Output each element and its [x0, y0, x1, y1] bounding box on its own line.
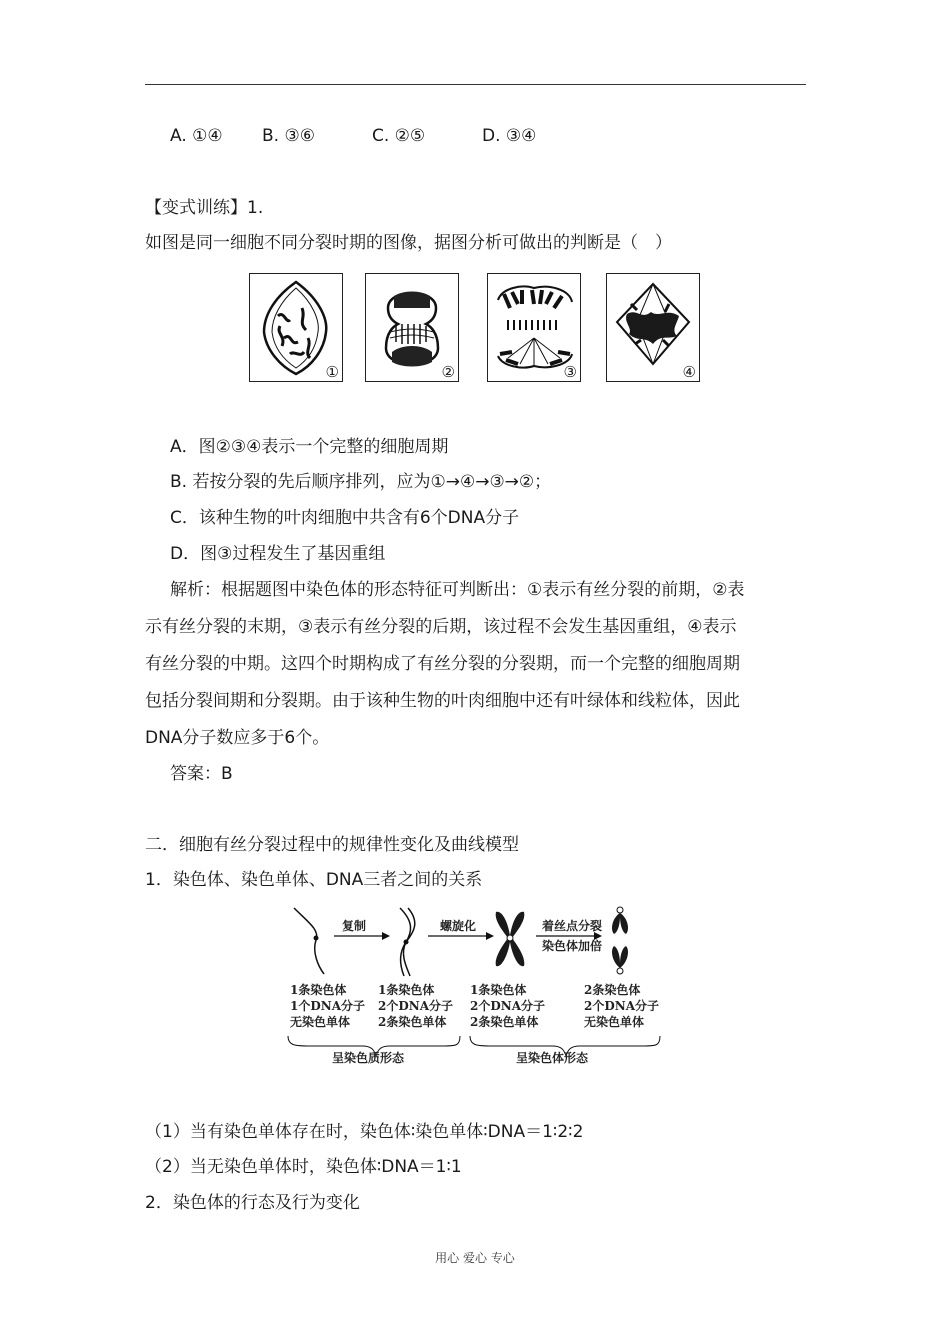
option-c: C. ②⑤ — [372, 126, 426, 146]
arrow-label-replicate: 复制 — [342, 919, 367, 933]
section2-title: 二．细胞有丝分裂过程中的规律性变化及曲线模型 — [145, 835, 519, 855]
analysis-line-1: 解析：根据题图中染色体的形态特征可判断出：①表示有丝分裂的前期，②表 — [170, 580, 745, 600]
col4-line2: 2个DNA分子 — [584, 999, 660, 1013]
exercise-heading: 【变式训练】1. — [145, 198, 264, 218]
analysis-line-5: DNA分子数应多于6个。 — [145, 728, 330, 748]
analysis-line-2: 示有丝分裂的末期，③表示有丝分裂的后期，该过程不会发生基因重组，④表示 — [145, 617, 737, 637]
cell-figure-2 — [365, 273, 459, 382]
arrow-label-double: 染色体加倍 — [542, 939, 603, 953]
item2-title: 2．染色体的行态及行为变化 — [145, 1193, 360, 1213]
col2-line3: 2条染色单体 — [378, 1015, 447, 1029]
ratio-line-1: （1）当有染色单体存在时，染色体∶染色单体∶DNA＝1∶2∶2 — [145, 1122, 584, 1142]
analysis-line-3: 有丝分裂的中期。这四个时期构成了有丝分裂的分裂期，而一个完整的细胞周期 — [145, 654, 740, 674]
col1-line2: 1个DNA分子 — [290, 999, 366, 1013]
arrow-label-split: 着丝点分裂 — [542, 919, 603, 933]
brace-label-chromatin: 呈染色质形态 — [332, 1051, 405, 1065]
col3-line1: 1条染色体 — [470, 983, 527, 997]
option-a: A. ①④ — [170, 126, 223, 146]
arrow-label-spiral: 螺旋化 — [440, 919, 477, 933]
figure-label-1: ① — [325, 363, 339, 381]
cell-figure-4 — [606, 273, 700, 382]
brace-label-chromosome: 呈染色体形态 — [516, 1051, 589, 1065]
option-d: D. ③④ — [482, 126, 537, 146]
col2-line1: 1条染色体 — [378, 983, 435, 997]
figure-label-3: ③ — [563, 363, 577, 381]
choice-d: D．图③过程发生了基因重组 — [170, 544, 386, 564]
answer: 答案：B — [170, 764, 233, 784]
figure-label-2: ② — [441, 363, 455, 381]
choice-c: C．该种生物的叶肉细胞中共含有6个DNA分子 — [170, 508, 520, 528]
analysis-line-4: 包括分裂间期和分裂期。由于该种生物的叶肉细胞中还有叶绿体和线粒体，因此 — [145, 691, 740, 711]
col3-line2: 2个DNA分子 — [470, 999, 546, 1013]
col1-line3: 无染色单体 — [290, 1015, 351, 1029]
chromosome-diagram — [280, 900, 680, 1080]
choice-a: A．图②③④表示一个完整的细胞周期 — [170, 437, 449, 457]
item1-title: 1．染色体、染色单体、DNA三者之间的关系 — [145, 870, 483, 890]
option-b: B. ③⑥ — [262, 126, 315, 146]
col1-line1: 1条染色体 — [290, 983, 347, 997]
cell-figure-3 — [487, 273, 581, 382]
header-rule — [145, 84, 806, 85]
question-text: 如图是同一细胞不同分裂时期的图像，据图分析可做出的判断是（ ） — [145, 233, 672, 253]
col3-line3: 2条染色单体 — [470, 1015, 539, 1029]
choice-b: B. 若按分裂的先后顺序排列，应为①→④→③→②； — [170, 472, 552, 492]
figure-label-4: ④ — [682, 363, 696, 381]
col4-line3: 无染色单体 — [584, 1015, 645, 1029]
page-footer: 用心 爱心 专心 — [435, 1251, 515, 1265]
col4-line1: 2条染色体 — [584, 983, 641, 997]
cell-figure-1 — [249, 273, 343, 382]
col2-line2: 2个DNA分子 — [378, 999, 454, 1013]
ratio-line-2: （2）当无染色单体时，染色体∶DNA＝1∶1 — [145, 1157, 462, 1177]
